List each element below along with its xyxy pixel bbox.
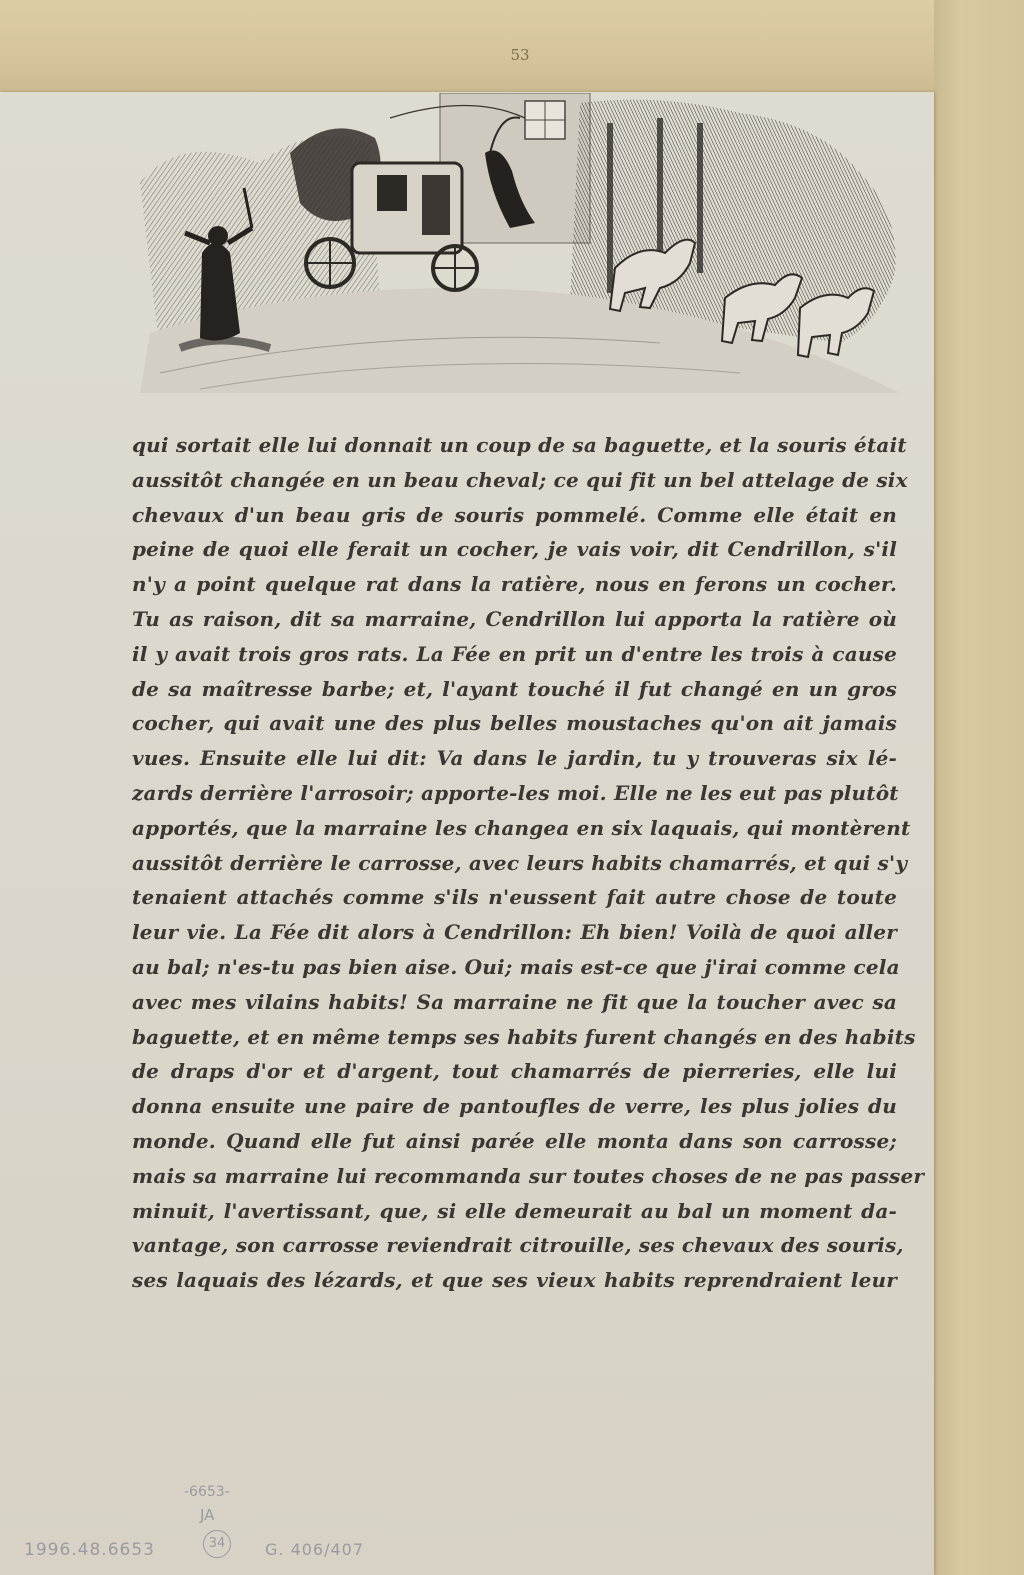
story-text: [132, 428, 925, 1298]
text-line: baguette, et en même temps ses habits furent changés en des habits: [132, 1024, 916, 1049]
text-line: vues. Ensuite elle lui dit: Va dans le jardin, tu y trouveras six lé-: [132, 746, 897, 771]
text-line: aussitôt derrière le carrosse, avec leurs habits chamarrés, et qui s'y: [132, 850, 908, 875]
text-line: vantage, son carrosse reviendrait citrouille, ses chevaux des souris,: [132, 1233, 904, 1258]
text-line: donna ensuite une paire de pantoufles de verre, les plus jolies du: [132, 1094, 897, 1119]
pencil-annotation-initials: JA: [200, 1506, 215, 1524]
mount-right-strip: [934, 0, 1024, 1575]
text-line: tenaient attachés comme s'ils n'eussent fait autre chose de toute: [132, 885, 897, 910]
text-line: il y avait trois gros rats. La Fée en prit un d'entre les trois à cause: [132, 641, 897, 666]
text-line: leur vie. La Fée dit alors à Cendrillon: Eh bien! Voilà de quoi aller: [132, 920, 897, 945]
coach-engraving: [140, 93, 900, 393]
text-line: ses laquais des lézards, et que ses vieux habits reprendraient leur: [132, 1268, 897, 1293]
accession-number: 1996.48.6653: [24, 1540, 155, 1560]
text-line: avec mes vilains habits! Sa marraine ne fit que la toucher avec sa: [132, 989, 897, 1014]
text-line: peine de quoi elle ferait un cocher, je vais voir, dit Cendrillon, s'il: [132, 537, 897, 562]
text-line: de draps d'or et d'argent, tout chamarrés de pierreries, elle lui: [132, 1059, 897, 1084]
text-line: monde. Quand elle fut ainsi parée elle monta dans son carrosse;: [132, 1128, 897, 1153]
text-line: apportés, que la marraine les changea en six laquais, qui montèrent: [132, 815, 911, 840]
text-line: chevaux d'un beau gris de souris pommelé. Comme elle était en: [132, 502, 897, 527]
pencil-annotation-number: -6653-: [184, 1484, 230, 1500]
text-line: zards derrière l'arrosoir; apporte-les moi. Elle ne les eut pas plutôt: [132, 780, 899, 805]
text-line: n'y a point quelque rat dans la ratière, nous en ferons un cocher.: [132, 572, 897, 597]
text-line: au bal; n'es-tu pas bien aise. Oui; mais est-ce que j'irai comme cela: [132, 954, 900, 979]
catalogue-reference: G. 406/407: [265, 1540, 365, 1559]
text-line: de sa maîtresse barbe; et, l'ayant touché il fut changé en un gros: [132, 676, 897, 701]
text-line: cocher, qui avait une des plus belles moustaches qu'on ait jamais: [132, 711, 897, 736]
text-line: qui sortait elle lui donnait un coup de sa baguette, et la souris était: [132, 433, 907, 457]
text-line: mais sa marraine lui recommanda sur toutes choses de ne pas passer: [132, 1163, 925, 1188]
text-line: minuit, l'avertissant, que, si elle demeurait au bal un moment da-: [132, 1198, 897, 1223]
text-line: aussitôt changée en un beau cheval; ce qui fit un bel attelage de six: [132, 467, 908, 492]
page-number: 53: [510, 46, 530, 64]
circled-page-number: 34: [203, 1530, 231, 1558]
text-line: Tu as raison, dit sa marraine, Cendrillon lui apporta la ratière où: [132, 606, 897, 631]
